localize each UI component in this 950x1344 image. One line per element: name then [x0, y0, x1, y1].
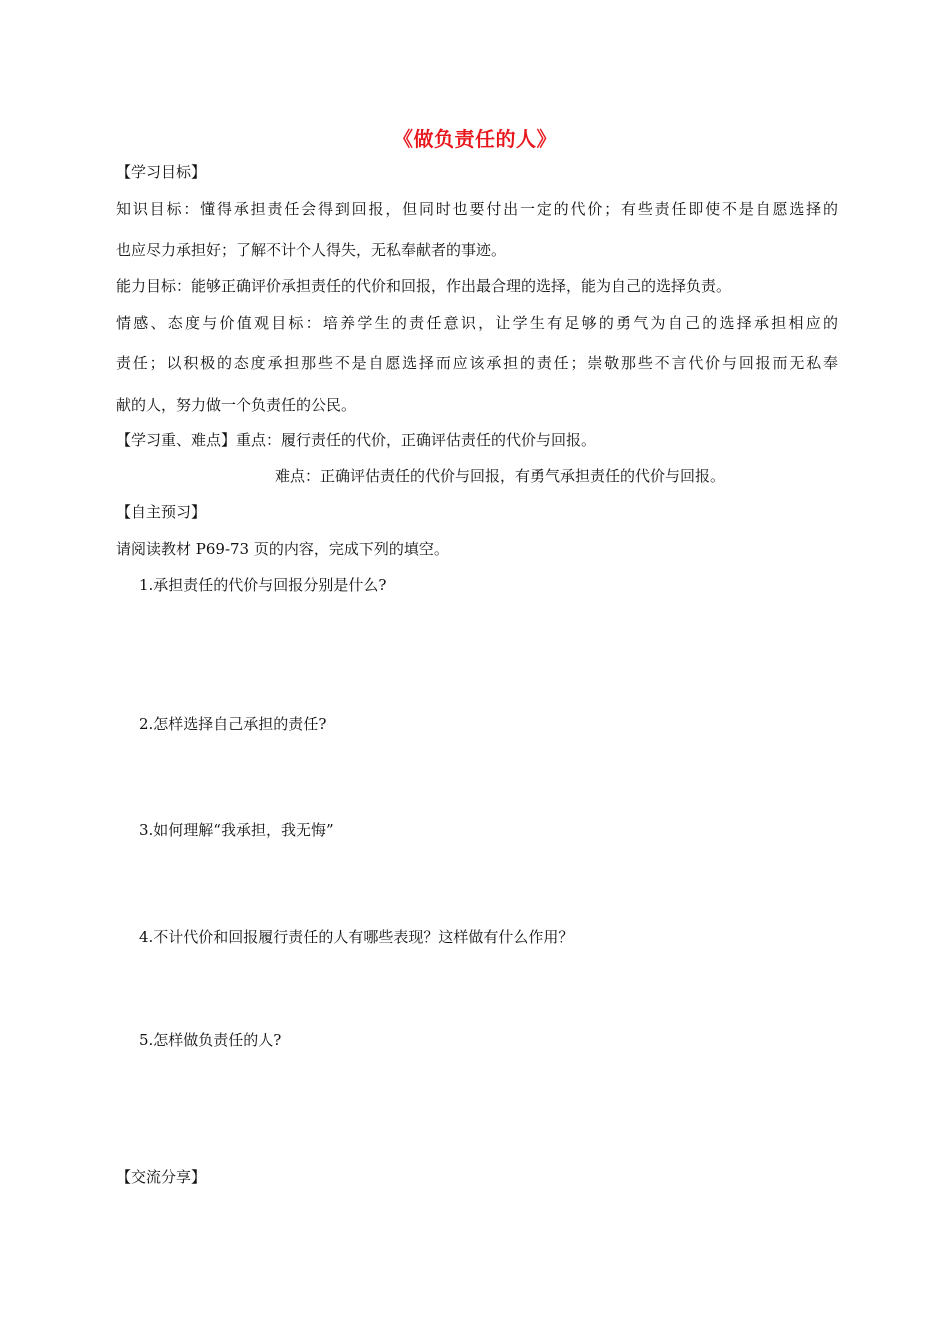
exchange-heading: 【交流分享】: [116, 1168, 207, 1186]
question-1: 1.承担责任的代价与回报分别是什么?: [139, 576, 387, 594]
document-title: 《做负责任的人》: [393, 127, 557, 151]
question-4: 4.不计代价和回报履行责任的人有哪些表现？这样做有什么作用？: [139, 928, 574, 946]
key-points-line: 【学习重、难点】重点：履行责任的代价，正确评估责任的代价与回报。: [116, 431, 597, 449]
self-study-heading: 【自主预习】: [116, 503, 207, 521]
knowledge-goal-line-2: 也应尽力承担好；了解不计个人得失，无私奉献者的事迹。: [116, 241, 507, 259]
question-3: 3.如何理解“我承担，我无悔”: [139, 821, 334, 839]
emotion-goal-line-1: 情感、态度与价值观目标：培养学生的责任意识，让学生有足够的勇气为自己的选择承担相应的: [116, 314, 838, 332]
question-5: 5.怎样做负责任的人?: [139, 1031, 282, 1049]
difficult-points-line: 难点：正确评估责任的代价与回报，有勇气承担责任的代价与回报。: [275, 467, 726, 485]
self-study-instruction: 请阅读教材 P69-73 页的内容，完成下列的填空。: [116, 540, 449, 558]
question-2: 2.怎样选择自己承担的责任?: [139, 715, 327, 733]
knowledge-goal-line-1: 知识目标：懂得承担责任会得到回报，但同时也要付出一定的代价；有些责任即使不是自愿选择的: [116, 200, 838, 218]
ability-goal: 能力目标：能够正确评价承担责任的代价和回报，作出最合理的选择，能为自己的选择负责。: [116, 277, 732, 295]
study-goals-heading: 【学习目标】: [116, 163, 207, 181]
emotion-goal-line-2: 责任；以积极的态度承担那些不是自愿选择而应该承担的责任；崇敬那些不言代价与回报而无私奉: [116, 354, 838, 372]
emotion-goal-line-3: 献的人，努力做一个负责任的公民。: [116, 396, 357, 414]
